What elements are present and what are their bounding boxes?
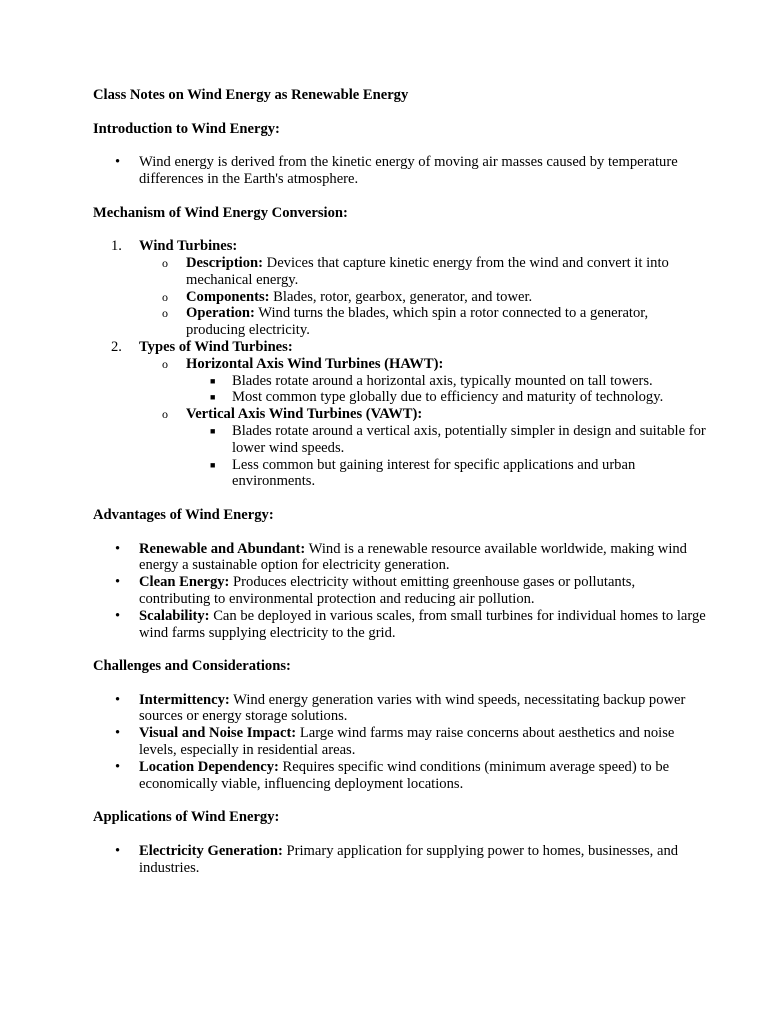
introduction-list (93, 154, 708, 188)
circle-bullet-icon: o (162, 407, 168, 422)
list-number: 2. (111, 338, 122, 355)
sublist-item-label: Operation: (186, 305, 255, 322)
sub-sublist-item-text: Blades rotate around a vertical axis, potentially simpler in design and suitable for lower wind speeds. (232, 422, 706, 456)
list-item-text: Requires specific wind conditions (minimum average speed) to be economically viable, influencing deployment locations. (139, 758, 670, 792)
sublist-item-label: Components: (186, 288, 270, 305)
square-bullet-icon: ■ (210, 425, 216, 436)
applications-list (93, 843, 708, 877)
sublist-item-text: Devices that capture kinetic energy from the wind and convert it into mechanical energy. (186, 254, 669, 288)
challenges-list (93, 692, 708, 793)
list-item-label: Location Dependency: (139, 758, 279, 775)
list-item (93, 574, 708, 608)
list-item-text: Primary application for supplying power to homes, businesses, and industries. (139, 842, 679, 876)
list-number: 1. (111, 238, 122, 255)
sublist-item (139, 305, 708, 339)
list-item (93, 541, 708, 575)
section-heading-introduction: Introduction to Wind Energy: (93, 120, 280, 137)
bullet-icon: • (115, 574, 121, 591)
square-bullet-icon: ■ (210, 392, 216, 403)
sublist-item-hawt (139, 356, 708, 406)
wind-turbines-sublist (139, 255, 708, 339)
sublist-item-label: Description: (186, 254, 264, 271)
list-item-label: Clean Energy: (139, 574, 230, 591)
bullet-icon: • (115, 842, 121, 859)
sublist-item (139, 289, 708, 306)
list-item-text: Wind is a renewable resource available worldwide, making wind energy a sustainable option for electricity generation. (139, 540, 687, 574)
hawt-sublist (186, 373, 708, 407)
list-item-text: Large wind farms may raise concerns about aesthetics and noise levels, especially in residential areas. (139, 725, 675, 759)
bullet-icon: • (115, 725, 121, 742)
bullet-icon: • (115, 540, 121, 557)
list-item-label: Wind Turbines: (139, 238, 238, 255)
sub-sublist-item (186, 423, 708, 457)
list-item-label: Types of Wind Turbines: (139, 338, 293, 355)
bullet-icon: • (115, 154, 121, 171)
list-item-label: Renewable and Abundant: (139, 540, 306, 557)
bullet-icon: • (115, 758, 121, 775)
section-heading-applications: Applications of Wind Energy: (93, 809, 280, 826)
list-item (93, 725, 708, 759)
mechanism-list (93, 238, 708, 490)
square-bullet-icon: ■ (210, 459, 216, 470)
list-item-text: Produces electricity without emitting greenhouse gases or pollutants, contributing to environmental protection and reducing air pollution. (139, 574, 636, 607)
sub-sublist-item-text: Blades rotate around a horizontal axis, typically mounted on tall towers. (232, 372, 653, 389)
vawt-sublist (186, 423, 708, 490)
list-item (93, 759, 708, 793)
turbine-types-sublist (139, 356, 708, 490)
circle-bullet-icon: o (162, 306, 168, 321)
sublist-item-label: Vertical Axis Wind Turbines (VAWT): (186, 406, 423, 423)
list-item (93, 154, 708, 188)
section-heading-challenges: Challenges and Considerations: (93, 658, 291, 675)
list-item-wind-turbines (93, 238, 708, 339)
sub-sublist-item (186, 373, 708, 390)
list-item-label: Intermittency: (139, 691, 230, 708)
list-item-text: Wind energy is derived from the kinetic energy of moving air masses caused by temperature differences in the Earth's atmosphere. (139, 154, 678, 187)
sublist-item-text: Wind turns the blades, which spin a rotor connected to a generator, producing electricity. (186, 305, 649, 339)
list-item (93, 843, 708, 877)
sublist-item-vawt (139, 406, 708, 490)
sub-sublist-item-text: Most common type globally due to efficiency and maturity of technology. (232, 389, 664, 406)
bullet-icon: • (115, 607, 121, 624)
bullet-icon: • (115, 691, 121, 708)
list-item-text: Wind energy generation varies with wind speeds, necessitating backup power sources or energy storage solutions. (139, 691, 686, 725)
sub-sublist-item-text: Less common but gaining interest for specific applications and urban environments. (232, 456, 636, 490)
sublist-item (139, 255, 708, 289)
document-title: Class Notes on Wind Energy as Renewable Energy (93, 87, 409, 103)
section-heading-mechanism: Mechanism of Wind Energy Conversion: (93, 204, 348, 221)
sublist-item-text: Blades, rotor, gearbox, generator, and tower. (269, 288, 533, 305)
list-item-label: Visual and Noise Impact: (139, 725, 297, 742)
sublist-item-label: Horizontal Axis Wind Turbines (HAWT): (186, 355, 444, 372)
list-item-label: Electricity Generation: (139, 842, 283, 859)
list-item (93, 608, 708, 642)
list-item-label: Scalability: (139, 607, 210, 624)
circle-bullet-icon: o (162, 289, 168, 304)
list-item-types-of-turbines (93, 339, 708, 490)
sub-sublist-item (186, 389, 708, 406)
section-heading-advantages: Advantages of Wind Energy: (93, 506, 274, 523)
circle-bullet-icon: o (162, 356, 168, 371)
square-bullet-icon: ■ (210, 375, 216, 386)
circle-bullet-icon: o (162, 255, 168, 270)
list-item-text: Can be deployed in various scales, from small turbines for individual homes to large wind farms supplying electricity to the grid. (139, 607, 706, 641)
advantages-list (93, 541, 708, 642)
list-item (93, 692, 708, 726)
sub-sublist-item (186, 457, 708, 491)
